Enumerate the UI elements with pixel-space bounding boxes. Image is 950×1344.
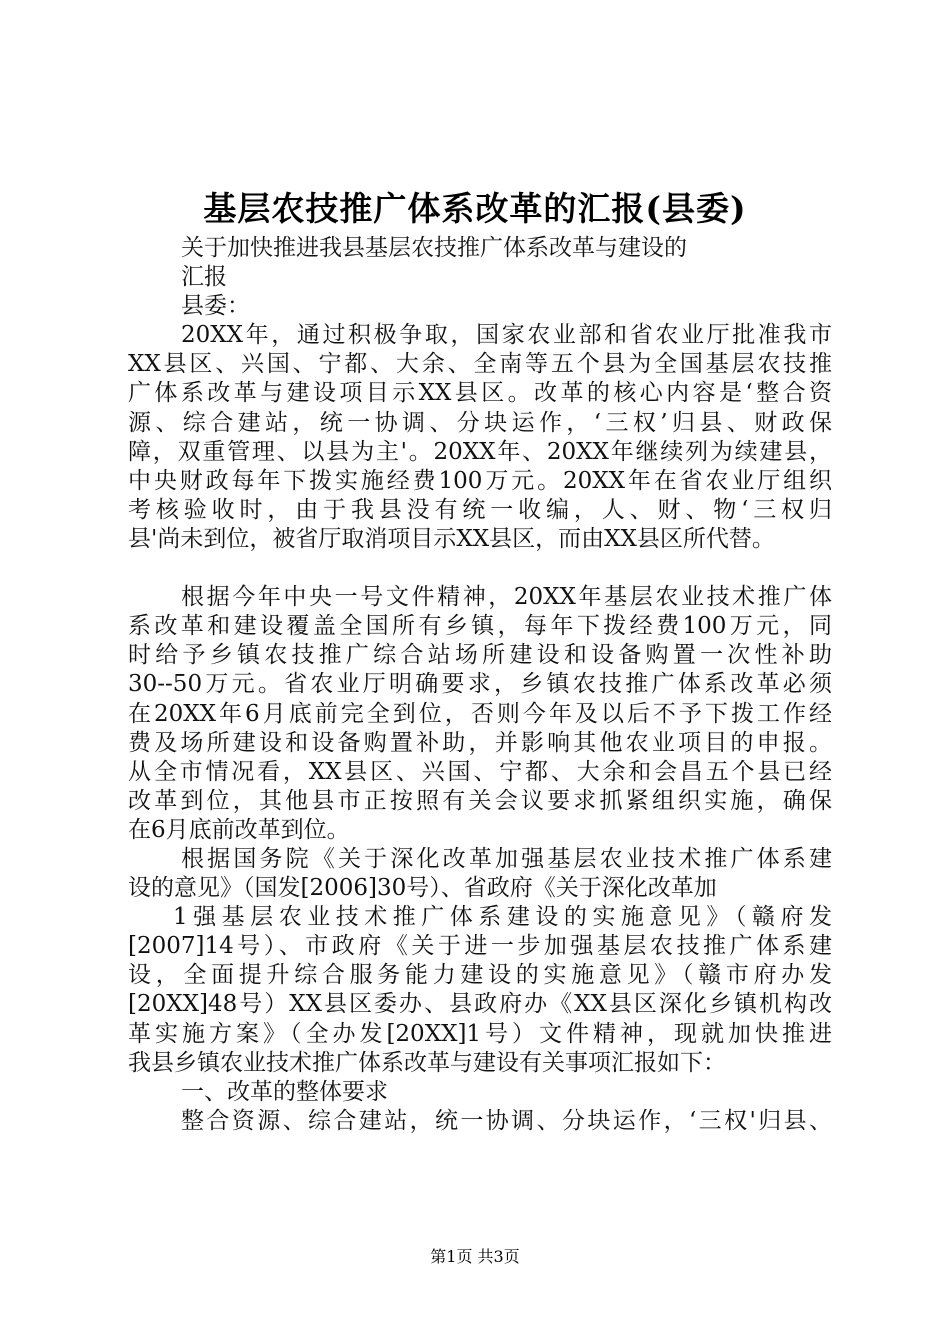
text-line: [20XX]48号）XX县区委办、县政府办《XX县区深化乡镇机构改 [128,991,832,1018]
text-line: 在6月底前改革到位。 [128,816,350,843]
text-line: 系改革和建设覆盖全国所有乡镇，每年下拨经费100万元，同 [128,613,832,640]
text-line: 30--50万元。省农业厅明确要求，乡镇农技推广体系改革必须 [128,671,832,698]
text-line: 设的意见》（国发[2006]30号）、省政府《关于深化改革加 [128,875,717,902]
text-line: 20XX年，通过积极争取，国家农业部和省农业厅批准我市 [181,322,832,349]
text-line: 时给予乡镇农技推广综合站场所建设和设备购置一次性补助 [128,642,832,669]
text-line: 费及场所建设和设备购置补助，并影响其他农业项目的申报。 [128,729,832,756]
text-line: 革实施方案》（全办发[20XX]1号）文件精神，现就加快推进 [128,1020,832,1047]
text-line: 整合资源、综合建站，统一协调、分块运作，‘三权'归县、 [181,1107,832,1134]
text-line: XX县区、兴国、宁都、大余、全南等五个县为全国基层农技推 [128,351,832,378]
text-line: 从全市情况看，XX县区、兴国、宁都、大余和会昌五个县已经 [128,758,832,785]
text-line: 广体系改革与建设项目示XX县区。改革的核心内容是‘整合资 [128,380,832,407]
text-line: 改革到位，其他县市正按照有关会议要求抓紧组织实施，确保 [128,787,832,814]
text-line: 县委： [181,293,250,320]
text-line: 障，双重管理、以县为主'。20XX年、20XX年继续列为续建县， [128,438,832,465]
document-body [128,234,832,1136]
text-line: 县'尚未到位，被省厅取消项目示XX县区，而由XX县区所代替。 [128,525,775,552]
text-line: 关于加快推进我县基层农技推广体系改革与建设的 [181,235,687,261]
text-line: 在20XX年6月底前完全到位，否则今年及以后不予下拨工作经 [128,700,832,727]
text-line: 一、改革的整体要求 [181,1078,388,1105]
text-line: 设，全面提升综合服务能力建设的实施意见》（赣市府办发 [128,962,832,989]
text-line: 1强基层农业技术推广体系建设的实施意见》（赣府发 [173,904,832,931]
text-line: 根据今年中央一号文件精神，20XX年基层农业技术推广体 [181,584,832,611]
text-line: [2007]14号）、市政府《关于进一步加强基层农技推广体系建 [128,933,832,960]
document-title: 基层农技推广体系改革的汇报(县委) [203,189,747,228]
text-line: 我县乡镇农业技术推广体系改革与建设有关事项汇报如下： [128,1049,726,1076]
text-line: 源、综合建站，统一协调、分块运作，‘三权’归县、财政保 [128,409,832,436]
page-footer: 第1页 共3页 [430,1247,520,1266]
text-line: 根据国务院《关于深化改革加强基层农业技术推广体系建 [181,845,832,872]
text-line: 考核验收时，由于我县没有统一收编，人、财、物‘三权归 [128,496,832,523]
blank-line [128,554,832,583]
text-line: 中央财政每年下拨实施经费100万元。20XX年在省农业厅组织 [128,467,832,494]
text-line: 汇报 [181,264,227,291]
